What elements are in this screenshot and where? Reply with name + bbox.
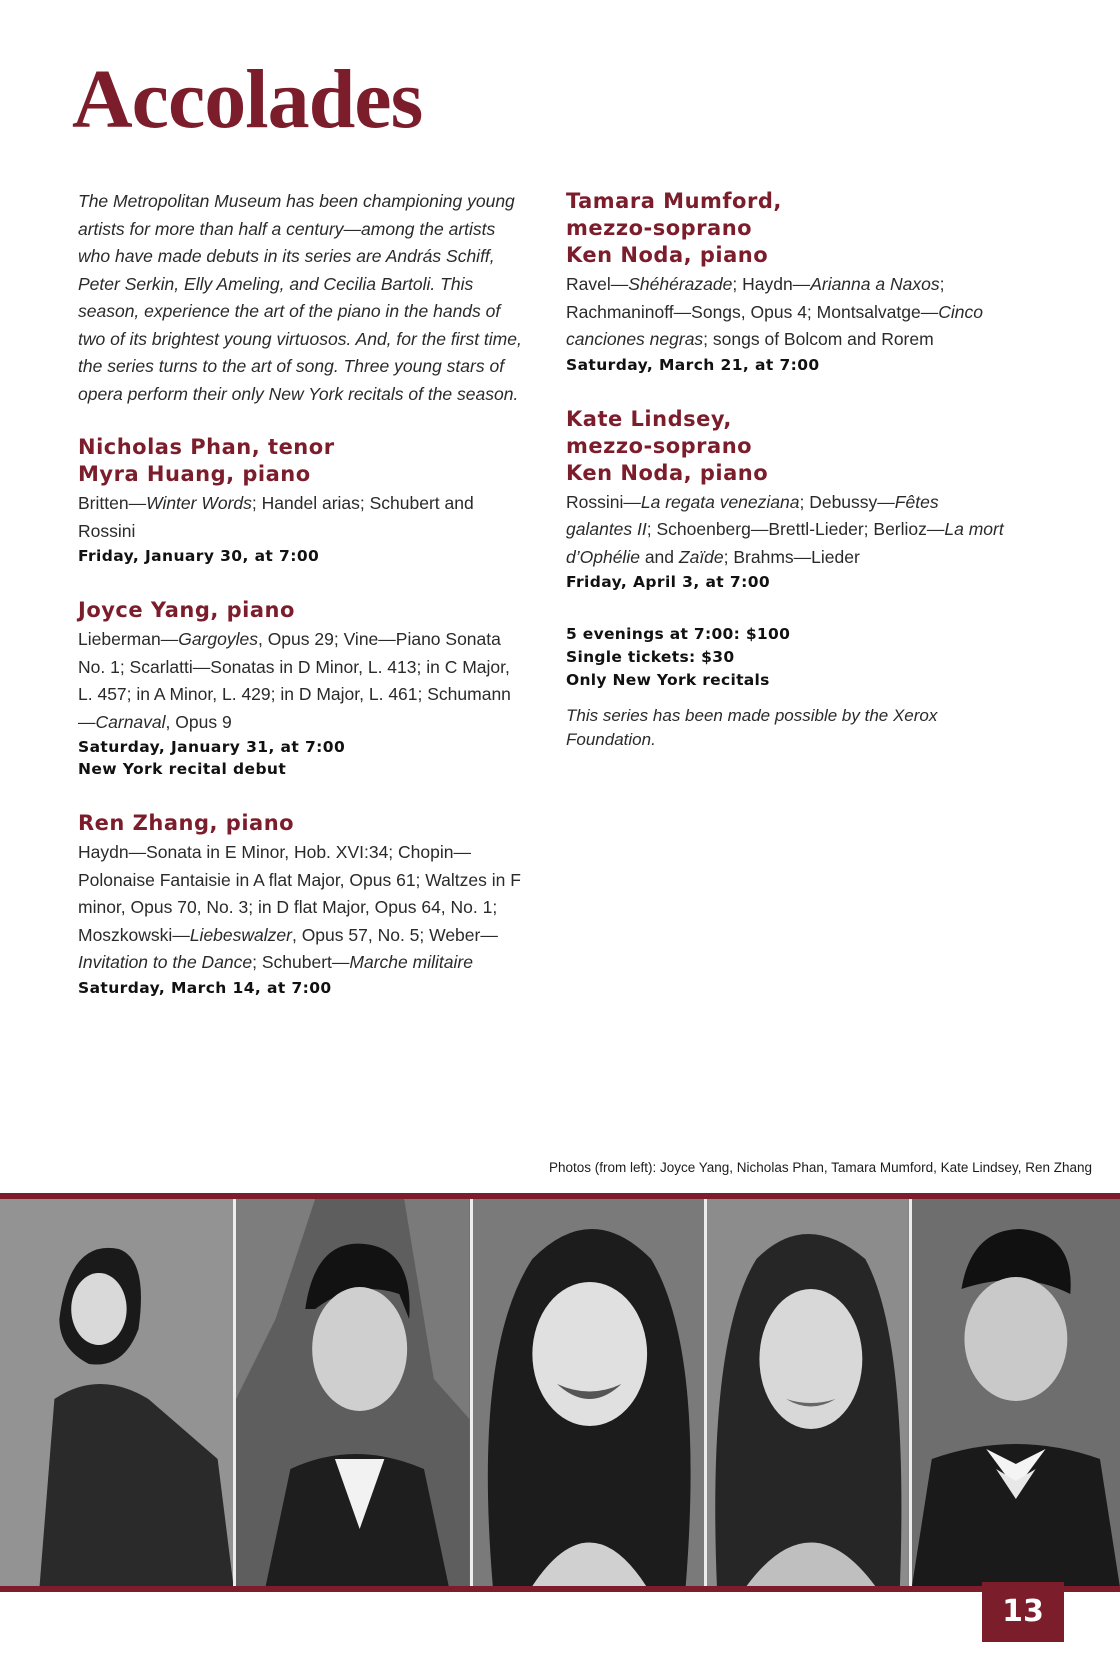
performer-name: Joyce Yang, piano: [78, 598, 295, 622]
photo-nicholas-phan: [236, 1199, 472, 1586]
event-note: New York recital debut: [78, 760, 287, 778]
performer-name: Myra Huang, piano: [78, 462, 311, 486]
performer-name: Tamara Mumford,: [566, 189, 782, 213]
event-lindsey: [566, 406, 1006, 594]
program-text: Haydn—Sonata in E Minor, Hob. XVI:34; Chopin—Polonaise Fantaisie in A flat Major, Opus 61; Waltzes in F minor, Opus 70, No. 3; in D flat Major, Opus 64, No. 1; Moszkowski—Liebeswalzer, Opus 57, No. 5; Weber—Invitation to the Dance; Schubert—Marche militaire: [78, 842, 521, 972]
program-text: Rossini—La regata veneziana; Debussy—Fêtes galantes II; Schoenberg—Brettl-Lieder; Berlioz—La mort d’Ophélie and Zaïde; Brahms—Lieder: [566, 491, 1004, 567]
photo-kate-lindsey: [707, 1199, 912, 1586]
event-zhang: [78, 810, 528, 999]
event-date: Saturday, March 14, at 7:00: [78, 978, 332, 997]
photo-tamara-mumford: [473, 1199, 708, 1586]
event-yang: [78, 597, 528, 780]
performer-voice: mezzo-soprano: [566, 433, 753, 458]
pricing-note: Only New York recitals: [566, 671, 770, 689]
right-column: [566, 188, 1006, 752]
event-phan: [78, 434, 528, 567]
pricing-block: [566, 623, 1006, 692]
event-date: Friday, April 3, at 7:00: [566, 573, 771, 591]
performer-voice: mezzo-soprano: [566, 216, 753, 240]
program-text: Ravel—Shéhérazade; Haydn—Arianna a Naxos; Rachmaninoff—Songs, Opus 4; Montsalvatge—Cinco canciones negras; songs of Bolcom and Rorem: [566, 274, 983, 349]
page-title: Accolades: [72, 53, 423, 146]
event-mumford: [566, 188, 1006, 376]
photo-joyce-yang: [0, 1199, 236, 1586]
sponsor-note: This series has been made possible by the Xerox Foundation.: [566, 706, 938, 749]
program-text: Britten—Winter Words; Handel arias; Schubert and Rossini: [78, 493, 474, 541]
photo-ren-zhang: [912, 1199, 1120, 1586]
photo-credit: Photos (from left): Joyce Yang, Nicholas Phan, Tamara Mumford, Kate Lindsey, Ren Zhang: [548, 1160, 1092, 1175]
event-date: Friday, January 30, at 7:00: [78, 547, 320, 565]
program-text: Lieberman—Gargoyles, Opus 29; Vine—Piano Sonata No. 1; Scarlatti—Sonatas in D Minor, L. 413; in C Major, L. 457; in A Minor, L. 429; in D Major, L. 461; Schumann—Carnaval, Opus 9: [78, 629, 511, 732]
event-date: Saturday, March 21, at 7:00: [566, 355, 820, 374]
photo-strip: [0, 1193, 1120, 1592]
performer-name: Kate Lindsey,: [566, 406, 732, 431]
event-date: Saturday, January 31, at 7:00: [78, 738, 346, 756]
page-number: 13: [982, 1582, 1064, 1642]
intro-paragraph: The Metropolitan Museum has been championing young artists for more than half a century—among the artists who have made debuts in its series are András Schiff, Peter Serkin, Elly Ameling, and Cecilia Bartoli. This season, experience the art of the piano in the hands of two of its brightest young virtuosos. And, for the first time, the series turns to the art of song. Three young stars of opera perform their only New York recitals of the season.: [78, 191, 522, 404]
performer-name: Nicholas Phan, tenor: [78, 435, 335, 459]
left-column: [78, 188, 528, 1029]
performer-name: Ken Noda, piano: [566, 243, 769, 267]
performer-name: Ren Zhang, piano: [78, 811, 295, 835]
performer-name: Ken Noda, piano: [566, 460, 769, 485]
series-price: 5 evenings at 7:00: $100: [566, 625, 791, 643]
single-price: Single tickets: $30: [566, 648, 735, 666]
